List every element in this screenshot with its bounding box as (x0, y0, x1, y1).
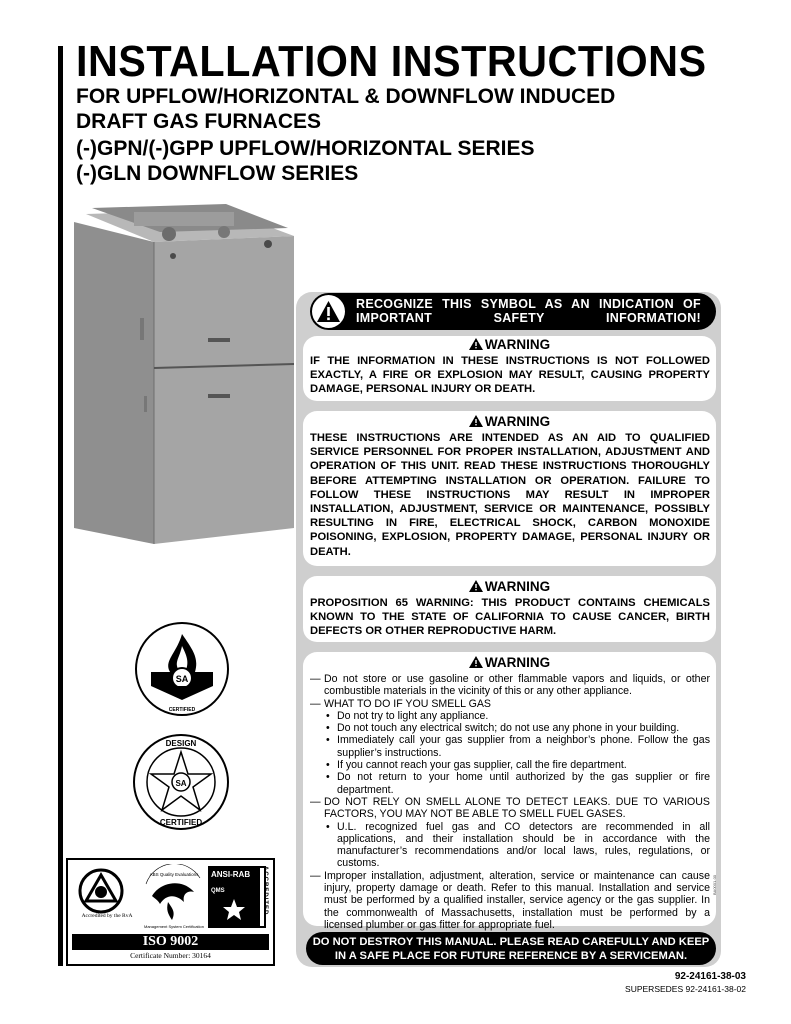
safety-alert-icon (312, 295, 345, 328)
list-subitem: • Do not touch any electrical switch; do not use any phone in your building. (326, 722, 680, 735)
design-certified-label: CERTIFIED (159, 818, 203, 827)
certified-label: CERTIFIED (168, 707, 196, 713)
safety-header-text: RECOGNIZE THIS SYMBOL AS AN INDICATION OF IMPORTANT SAFETY INFORMATION! (356, 297, 701, 325)
side-code: BA0001-00 (712, 874, 717, 895)
warning-triangle-icon (469, 580, 483, 592)
svg-text:SA: SA (175, 779, 187, 788)
subtitle-line-1: FOR UPFLOW/HORIZONTAL & DOWNFLOW INDUCED (76, 85, 616, 108)
iso-9002-badge (66, 858, 275, 966)
warning-list (310, 673, 710, 931)
supersedes-note: SUPERSEDES 92-24161-38-02 (625, 984, 746, 994)
list-subitem: • If you cannot reach your gas supplier, call the fire department. (326, 759, 627, 772)
footer-line-2: IN A SAFE PLACE FOR FUTURE REFERENCE BY A SERVICEMAN. (334, 950, 688, 962)
list-subitem: • Immediately call your gas supplier from a neighbor’s phone. Follow the gas supplier’s instructions. (326, 734, 710, 759)
list-item: — DO NOT RELY ON SMELL ALONE TO DETECT LEAKS. DUE TO VARIOUS FACTORS, YOU MAY NOT BE ABLE TO SMELL FUEL GASES. (310, 795, 710, 821)
qms-label: QMS (211, 888, 225, 894)
series-line-2: (-)GLN DOWNFLOW SERIES (76, 162, 359, 185)
accredited-by-text: Accredited by the RvA (81, 913, 133, 919)
list-item: — Improper installation, adjustment, alteration, service or maintenance can cause injury, property damage or death. Refer to this manual. Installation and service must be performed by a qualified installer, service agency or the gas supplier. In the commonwealth of Massachusetts, installation must be performed by a licensed plumber or gas fitter for appropriate fuel. (310, 869, 710, 931)
warning-box-3 (303, 576, 716, 642)
warning-body: IF THE INFORMATION IN THESE INSTRUCTIONS IS NOT FOLLOWED EXACTLY, A FIRE OR EXPLOSION MAY RESULT, CAUSING PROPERTY DAMAGE, PERSONAL INJURY OR DEATH. (310, 355, 710, 396)
list-item: — WHAT TO DO IF YOU SMELL GAS (310, 697, 491, 710)
warning-body: PROPOSITION 65 WARNING: THIS PRODUCT CONTAINS CHEMICALS KNOWN TO THE STATE OF CALIFORNIA TO CAUSE CANCER, BIRTH DEFECTS OR OTHER REPRODUCTIVE HARM. (310, 597, 710, 638)
list-subitem: • Do not return to your home until authorized by the gas supplier or fire department. (326, 771, 710, 796)
warning-triangle-icon (469, 338, 483, 350)
warning-box-4 (303, 652, 716, 931)
abs-eagle-logo-icon (142, 864, 206, 930)
csa-certified-icon (133, 620, 231, 718)
footer-line-1: DO NOT DESTROY THIS MANUAL. PLEASE READ CAREFULLY AND KEEP (312, 936, 710, 948)
series-line-1: (-)GPN/(-)GPP UPFLOW/HORIZONTAL SERIES (76, 137, 535, 160)
warning-title: WARNING (303, 579, 716, 595)
warning-triangle-icon (469, 656, 483, 668)
svg-text:ABS Quality Evaluations: ABS Quality Evaluations (149, 872, 199, 877)
warning-box-1 (303, 336, 716, 401)
iso-label: ISO 9002 (72, 934, 269, 950)
footer-notice (306, 932, 716, 965)
warning-title: WARNING (303, 414, 716, 430)
document-number: 92-24161-38-03 (674, 971, 746, 982)
ansi-rab-label: ANSI-RAB (211, 870, 251, 879)
left-rule (58, 46, 63, 966)
subtitle-line-2: DRAFT GAS FURNACES (76, 110, 321, 133)
warning-body: THESE INSTRUCTIONS ARE INTENDED AS AN AID TO QUALIFIED SERVICE PERSONNEL FOR PROPER INSTALLATION, ADJUSTMENT AND OPERATION OF THIS UNIT. READ THESE INSTRUCTIONS THOROUGHLY BEFORE ATTEMPTING INSTALLATION OR OPERATION. FAILURE TO FOLLOW THESE INSTRUCTIONS MAY RESULT IN IMPROPER INSTALLATION, ADJUSTMENT, SERVICE OR MAINTENANCE, POSSIBLY RESULTING IN FIRE, ELECTRICAL SHOCK, CARBON MONOXIDE POISONING, EXPLOSION, PROPERTY DAMAGE, PERSONAL INJURY OR DEATH. (310, 432, 710, 558)
design-certified-icon (131, 732, 231, 832)
list-item: — Do not store or use gasoline or other flammable vapors and liquids, or other combustible materials in the vicinity of this or any other appliance. (310, 673, 710, 698)
accredited-label: ACCREDITED (262, 866, 268, 916)
star-icon (222, 898, 246, 922)
design-label: DESIGN (165, 739, 197, 748)
warning-triangle-icon (469, 415, 483, 427)
warning-box-2 (303, 411, 716, 566)
list-subitem: • U.L. recognized fuel gas and CO detectors are recommended in all applications, and their installation should be in accordance with the manufacturer’s recommendations and/or local laws, rules, regulations, or customs. (326, 820, 710, 870)
warning-title: WARNING (303, 655, 716, 671)
certificate-number: Certificate Number: 30164 (130, 951, 211, 960)
rva-logo-icon (78, 868, 124, 914)
svg-text:Management System Certificatio: Management System Certification (143, 924, 205, 929)
warning-title: WARNING (303, 337, 716, 353)
list-subitem: • Do not try to light any appliance. (326, 709, 489, 722)
furnace-image (74, 198, 296, 544)
page-title: INSTALLATION INSTRUCTIONS (76, 37, 707, 86)
svg-text:SA: SA (175, 674, 189, 684)
